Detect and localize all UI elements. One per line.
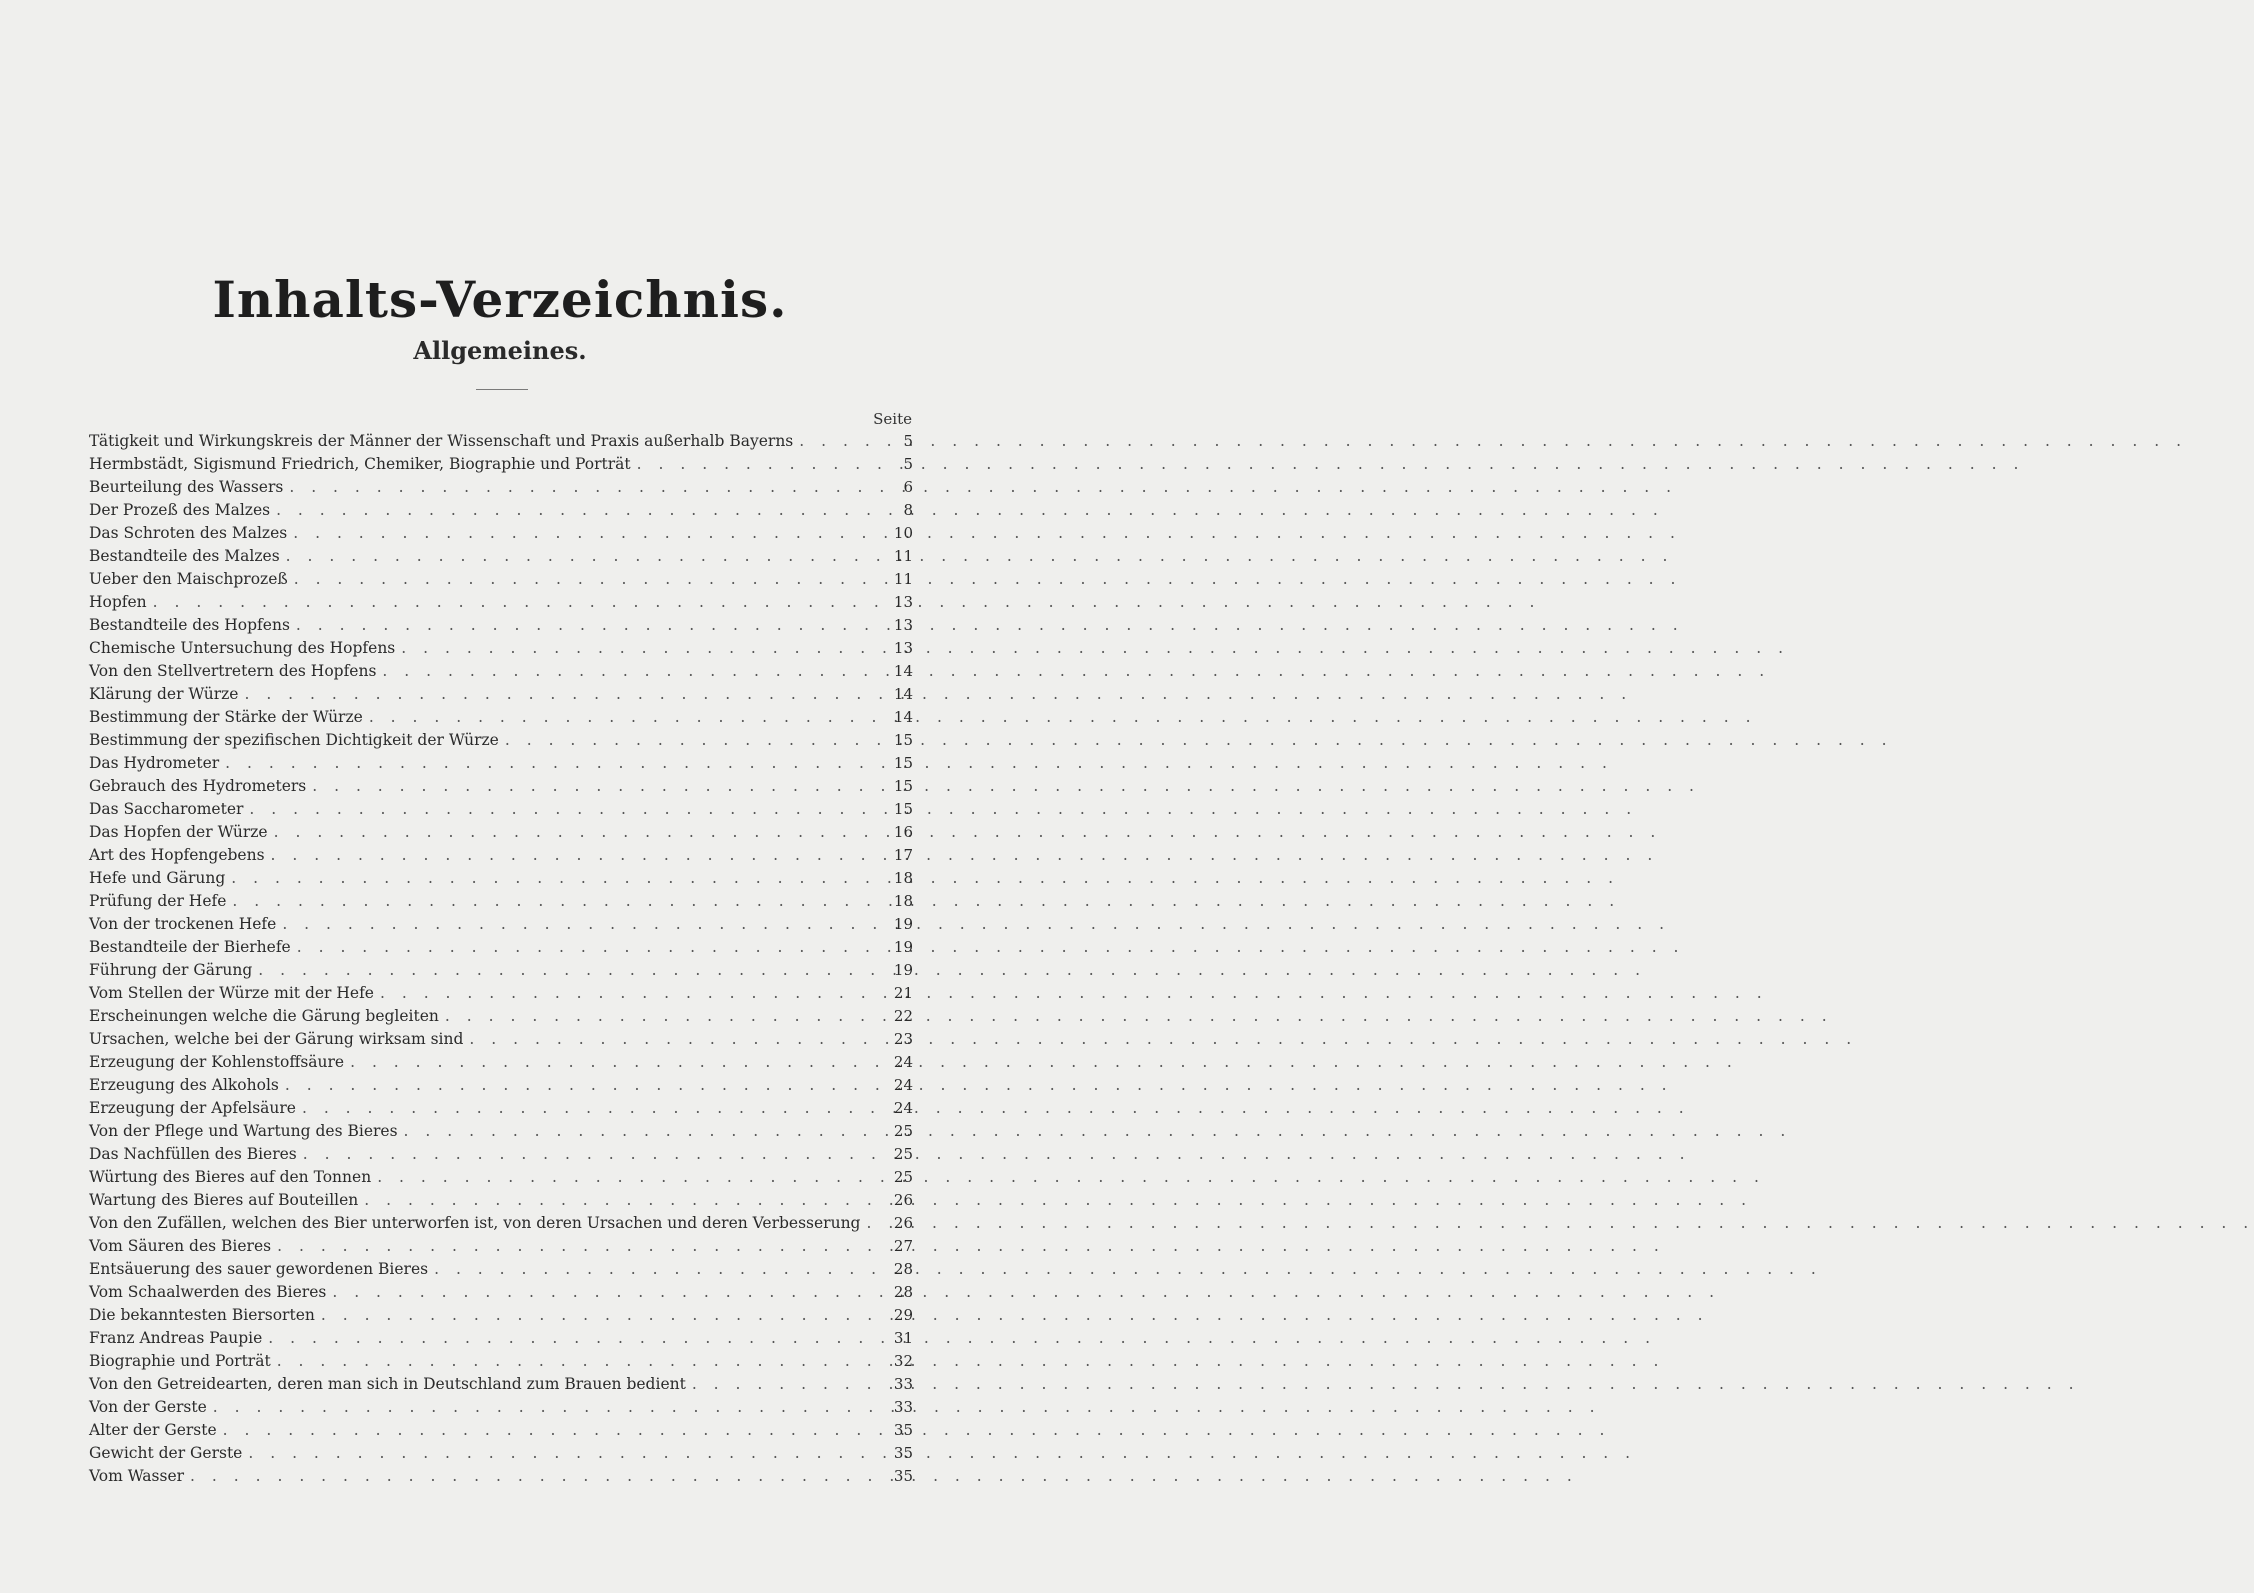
toc-leader-dots — [153, 593, 883, 611]
toc-entry — [89, 685, 913, 708]
toc-leader-dots — [380, 984, 883, 1002]
toc-entry-page: 26 — [893, 1191, 913, 1209]
toc-entry-title: Von den Zufällen, welchen des Bier unterworfen ist, von deren Ursachen und deren Verbesserung — [89, 1214, 861, 1232]
toc-entry — [89, 1214, 913, 1237]
toc-leader-dots — [303, 1145, 883, 1163]
toc-entry-title: Klärung der Würze — [89, 685, 239, 703]
toc-entry-page: 25 — [893, 1122, 913, 1140]
toc-entry — [89, 547, 913, 570]
toc-entry — [89, 478, 913, 501]
toc-entry-page: 15 — [893, 754, 913, 772]
toc-entry — [89, 1168, 913, 1191]
toc-leader-dots — [445, 1007, 883, 1025]
toc-leader-dots — [223, 1421, 883, 1439]
toc-leader-dots — [289, 478, 883, 496]
toc-entry-page: 29 — [893, 1306, 913, 1324]
toc-entry — [89, 1352, 913, 1375]
toc-entry — [89, 892, 913, 915]
toc-entry-title: Der Prozeß des Malzes — [89, 501, 271, 519]
toc-entry-title: Vom Wasser — [89, 1467, 185, 1485]
toc-entry-page: 5 — [903, 455, 913, 473]
toc-entry — [89, 800, 913, 823]
toc-entry — [89, 1237, 913, 1260]
toc-entry-title: Prüfung der Hefe — [89, 892, 227, 910]
toc-entry — [89, 731, 913, 754]
toc-entry — [89, 938, 913, 961]
toc-entry-page: 24 — [893, 1099, 913, 1117]
toc-entry-page: 13 — [893, 616, 913, 634]
toc-entry-title: Hopfen — [89, 593, 147, 611]
toc-entry-title: Von den Getreidearten, deren man sich in Deutschland zum Brauen bedient — [89, 1375, 686, 1393]
toc-entry-title: Ueber den Maischprozeß — [89, 570, 288, 588]
toc-entry-title: Erzeugung des Alkohols — [89, 1076, 279, 1094]
toc-entry — [89, 1375, 913, 1398]
toc-entry-page: 19 — [893, 938, 913, 956]
toc-entry — [89, 1145, 913, 1168]
toc-leader-dots — [293, 524, 883, 542]
toc-entry — [89, 1398, 913, 1421]
toc-entry — [89, 754, 913, 777]
toc-entry-page: 11 — [893, 570, 913, 588]
toc-leader-dots — [190, 1467, 883, 1485]
toc-leader-dots — [268, 1329, 883, 1347]
toc-entry-page: 11 — [893, 547, 913, 565]
toc-entry-title: Das Hydrometer — [89, 754, 220, 772]
toc-entry-title: Gebrauch des Hydrometers — [89, 777, 307, 795]
toc-leader-dots — [296, 616, 883, 634]
toc-entry — [89, 455, 913, 478]
toc-entry-page: 10 — [893, 524, 913, 542]
toc-leader-dots — [277, 1352, 883, 1370]
toc-entry — [89, 1467, 913, 1490]
toc-leader-dots — [276, 501, 883, 519]
toc-entry-title: Das Hopfen der Würze — [89, 823, 268, 841]
toc-leader-dots — [364, 1191, 883, 1209]
toc-entry — [89, 961, 913, 984]
toc-leader-dots — [332, 1283, 883, 1301]
toc-entry — [89, 777, 913, 800]
toc-entry — [89, 869, 913, 892]
toc-entry-page: 6 — [903, 478, 913, 496]
toc-entry-title: Würtung des Bieres auf den Tonnen — [89, 1168, 372, 1186]
toc-entry — [89, 1191, 913, 1214]
toc-entry-page: 22 — [893, 1007, 913, 1025]
toc-leader-dots — [258, 961, 883, 979]
toc-leader-dots — [321, 1306, 883, 1324]
toc-entry — [89, 984, 913, 1007]
toc-entry-title: Erzeugung der Kohlenstoffsäure — [89, 1053, 345, 1071]
toc-leader-dots — [377, 1168, 883, 1186]
toc-entry — [89, 432, 913, 455]
toc-entry-page: 35 — [893, 1444, 913, 1462]
toc-leader-dots — [286, 547, 883, 565]
toc-entry-page: 21 — [893, 984, 913, 1002]
toc-leader-dots — [469, 1030, 883, 1048]
toc-entry-page: 5 — [903, 432, 913, 450]
toc-entry — [89, 662, 913, 685]
toc-entry-page: 15 — [893, 731, 913, 749]
toc-entry-title: Vom Schaalwerden des Bieres — [89, 1283, 327, 1301]
toc-entry-title: Biographie und Porträt — [89, 1352, 271, 1370]
toc-entry-title: Wartung des Bieres auf Bouteillen — [89, 1191, 359, 1209]
section-title: Allgemeines. — [413, 336, 587, 365]
toc-leader-dots — [248, 1444, 883, 1462]
toc-entry-title: Bestimmung der spezifischen Dichtigkeit der Würze — [89, 731, 499, 749]
toc-leader-dots — [277, 1237, 883, 1255]
toc-entry-title: Bestandteile des Malzes — [89, 547, 280, 565]
toc-entry-title: Franz Andreas Paupie — [89, 1329, 263, 1347]
toc-entry-page: 25 — [893, 1145, 913, 1163]
toc-entry — [89, 570, 913, 593]
toc-entry — [89, 524, 913, 547]
toc-leader-dots — [505, 731, 883, 749]
toc-entry-title: Bestandteile der Bierhefe — [89, 938, 291, 956]
toc-entry-page: 13 — [893, 639, 913, 657]
toc-entry-title: Das Saccharometer — [89, 800, 244, 818]
toc-entry-title: Erzeugung der Apfelsäure — [89, 1099, 296, 1117]
toc-entry-page: 25 — [893, 1168, 913, 1186]
toc-entry — [89, 1007, 913, 1030]
toc-entry-page: 8 — [903, 501, 913, 519]
toc-entry-page: 15 — [893, 777, 913, 795]
toc-entry-title: Das Schroten des Malzes — [89, 524, 288, 542]
toc-entry — [89, 1444, 913, 1467]
toc-leader-dots — [434, 1260, 883, 1278]
title-divider — [476, 389, 528, 390]
toc-entry-title: Erscheinungen welche die Gärung begleiten — [89, 1007, 439, 1025]
toc-entry-page: 28 — [893, 1283, 913, 1301]
toc-entry — [89, 639, 913, 662]
toc-entry-title: Von der Pflege und Wartung des Bieres — [89, 1122, 398, 1140]
toc-entry — [89, 593, 913, 616]
toc-entry-title: Ursachen, welche bei der Gärung wirksam sind — [89, 1030, 464, 1048]
toc-entry-page: 19 — [893, 961, 913, 979]
toc-entry-title: Chemische Untersuchung des Hopfens — [89, 639, 396, 657]
toc-entry-title: Art des Hopfengebens — [89, 846, 265, 864]
toc-leader-dots — [799, 432, 883, 450]
toc-leader-dots — [232, 892, 883, 910]
toc-entry-page: 15 — [893, 800, 913, 818]
toc-entry-page: 35 — [893, 1467, 913, 1485]
toc-leader-dots — [692, 1375, 883, 1393]
toc-entry-title: Gewicht der Gerste — [89, 1444, 243, 1462]
toc-leader-dots — [249, 800, 883, 818]
toc-entry-page: 32 — [893, 1352, 913, 1370]
toc-leader-dots — [285, 1076, 883, 1094]
toc-entry-title: Führung der Gärung — [89, 961, 253, 979]
table-of-contents — [89, 432, 913, 1490]
toc-entry-page: 24 — [893, 1076, 913, 1094]
toc-entry — [89, 1329, 913, 1352]
toc-entry-page: 24 — [893, 1053, 913, 1071]
toc-leader-dots — [297, 938, 883, 956]
toc-entry-page: 16 — [893, 823, 913, 841]
toc-entry-title: Bestandteile des Hopfens — [89, 616, 290, 634]
toc-leader-dots — [866, 1214, 883, 1232]
toc-entry-title: Beurteilung des Wassers — [89, 478, 284, 496]
toc-entry-page: 19 — [893, 915, 913, 933]
toc-entry-title: Alter der Gerste — [89, 1421, 217, 1439]
toc-entry-page: 35 — [893, 1421, 913, 1439]
toc-entry-title: Vom Stellen der Würze mit der Hefe — [89, 984, 374, 1002]
toc-entry — [89, 846, 913, 869]
toc-entry-page: 27 — [893, 1237, 913, 1255]
toc-entry-page: 18 — [893, 869, 913, 887]
toc-entry — [89, 1099, 913, 1122]
toc-entry — [89, 708, 913, 731]
toc-entry — [89, 823, 913, 846]
toc-entry-title: Tätigkeit und Wirkungskreis der Männer der Wissenschaft und Praxis außerhalb Bayerns — [89, 432, 794, 450]
toc-entry-page: 31 — [893, 1329, 913, 1347]
toc-entry-title: Von der Gerste — [89, 1398, 207, 1416]
toc-leader-dots — [382, 662, 883, 680]
toc-entry — [89, 1122, 913, 1145]
toc-entry — [89, 501, 913, 524]
toc-leader-dots — [213, 1398, 883, 1416]
toc-entry — [89, 1076, 913, 1099]
toc-entry-title: Bestimmung der Stärke der Würze — [89, 708, 363, 726]
toc-leader-dots — [271, 846, 883, 864]
toc-entry — [89, 1030, 913, 1053]
toc-entry — [89, 1421, 913, 1444]
toc-leader-dots — [231, 869, 883, 887]
toc-entry — [89, 1283, 913, 1306]
toc-entry-title: Hefe und Gärung — [89, 869, 226, 887]
toc-leader-dots — [302, 1099, 883, 1117]
toc-entry-page: 26 — [893, 1214, 913, 1232]
toc-leader-dots — [637, 455, 883, 473]
toc-entry-title: Vom Säuren des Bieres — [89, 1237, 272, 1255]
toc-entry-page: 18 — [893, 892, 913, 910]
toc-entry-page: 14 — [893, 685, 913, 703]
toc-entry — [89, 1053, 913, 1076]
toc-entry — [89, 1260, 913, 1283]
toc-leader-dots — [282, 915, 883, 933]
page-column-label: Seite — [873, 410, 912, 428]
toc-entry-page: 13 — [893, 593, 913, 611]
toc-entry-page: 23 — [893, 1030, 913, 1048]
toc-entry-page: 33 — [893, 1398, 913, 1416]
toc-leader-dots — [244, 685, 883, 703]
toc-leader-dots — [369, 708, 883, 726]
toc-entry — [89, 1306, 913, 1329]
toc-entry-title: Das Nachfüllen des Bieres — [89, 1145, 297, 1163]
toc-entry-title: Von der trockenen Hefe — [89, 915, 277, 933]
toc-entry-page: 28 — [893, 1260, 913, 1278]
toc-entry-page: 33 — [893, 1375, 913, 1393]
toc-entry — [89, 915, 913, 938]
toc-entry-page: 14 — [893, 662, 913, 680]
toc-leader-dots — [404, 1122, 883, 1140]
toc-leader-dots — [294, 570, 883, 588]
toc-entry-title: Hermbstädt, Sigismund Friedrich, Chemiker, Biographie und Porträt — [89, 455, 631, 473]
toc-leader-dots — [312, 777, 883, 795]
toc-leader-dots — [274, 823, 883, 841]
toc-entry — [89, 616, 913, 639]
toc-entry-title: Die bekanntesten Biersorten — [89, 1306, 315, 1324]
toc-entry-title: Von den Stellvertretern des Hopfens — [89, 662, 377, 680]
toc-entry-page: 14 — [893, 708, 913, 726]
page-title: Inhalts-Verzeichnis. — [212, 270, 788, 329]
toc-leader-dots — [350, 1053, 883, 1071]
toc-entry-page: 17 — [893, 846, 913, 864]
toc-leader-dots — [401, 639, 883, 657]
toc-leader-dots — [225, 754, 883, 772]
toc-entry-title: Entsäuerung des sauer gewordenen Bieres — [89, 1260, 429, 1278]
